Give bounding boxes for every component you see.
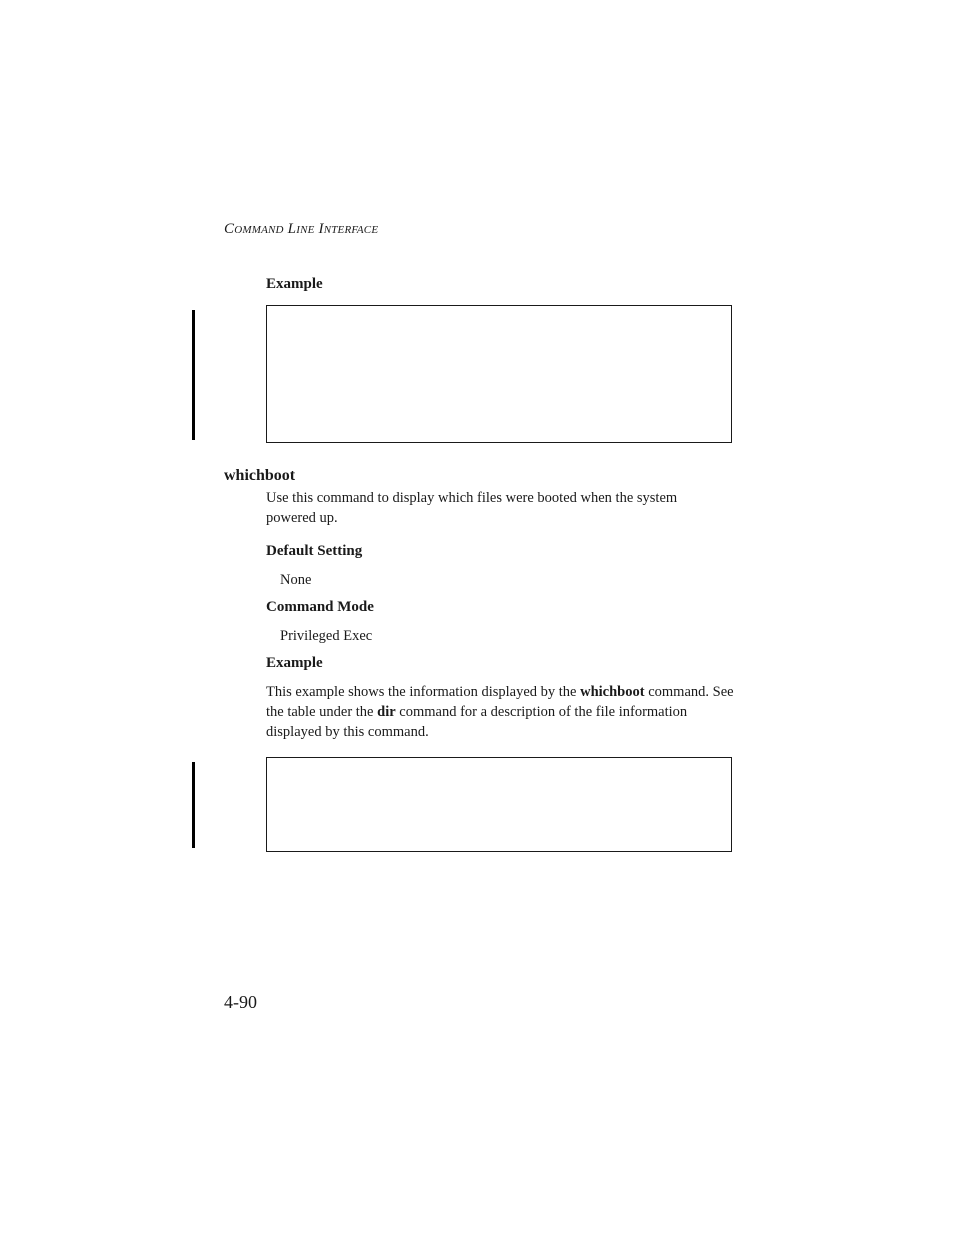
change-bar-2 — [192, 762, 195, 848]
running-header — [224, 221, 378, 238]
header-word-2: LINE — [287, 221, 315, 237]
change-bar-1 — [192, 310, 195, 440]
whichboot-command-ref: whichboot — [580, 684, 645, 700]
command-description: Use this command to display which files were booted when the system powered up. — [266, 490, 678, 526]
command-mode-heading: Command Mode — [266, 599, 374, 615]
command-mode-value: Privileged Exec — [280, 628, 373, 644]
default-setting-value: None — [280, 572, 312, 588]
example-heading-1: Example — [266, 276, 323, 292]
example-heading-2: Example — [266, 655, 323, 671]
header-word-1: COMMAND — [224, 221, 284, 237]
default-setting-heading: Default Setting — [266, 543, 363, 559]
example-description: This example shows the information displayed by the whichboot command. See the table under the dir command for a description of the file information displayed by this command. — [266, 684, 734, 740]
page-number: 4-90 — [224, 992, 257, 1012]
code-example-box-2 — [266, 757, 732, 852]
code-example-box-1 — [266, 305, 732, 443]
header-word-3: INTERFACE — [318, 221, 379, 237]
dir-command-ref: dir — [377, 704, 396, 720]
command-title: whichboot — [224, 467, 296, 484]
